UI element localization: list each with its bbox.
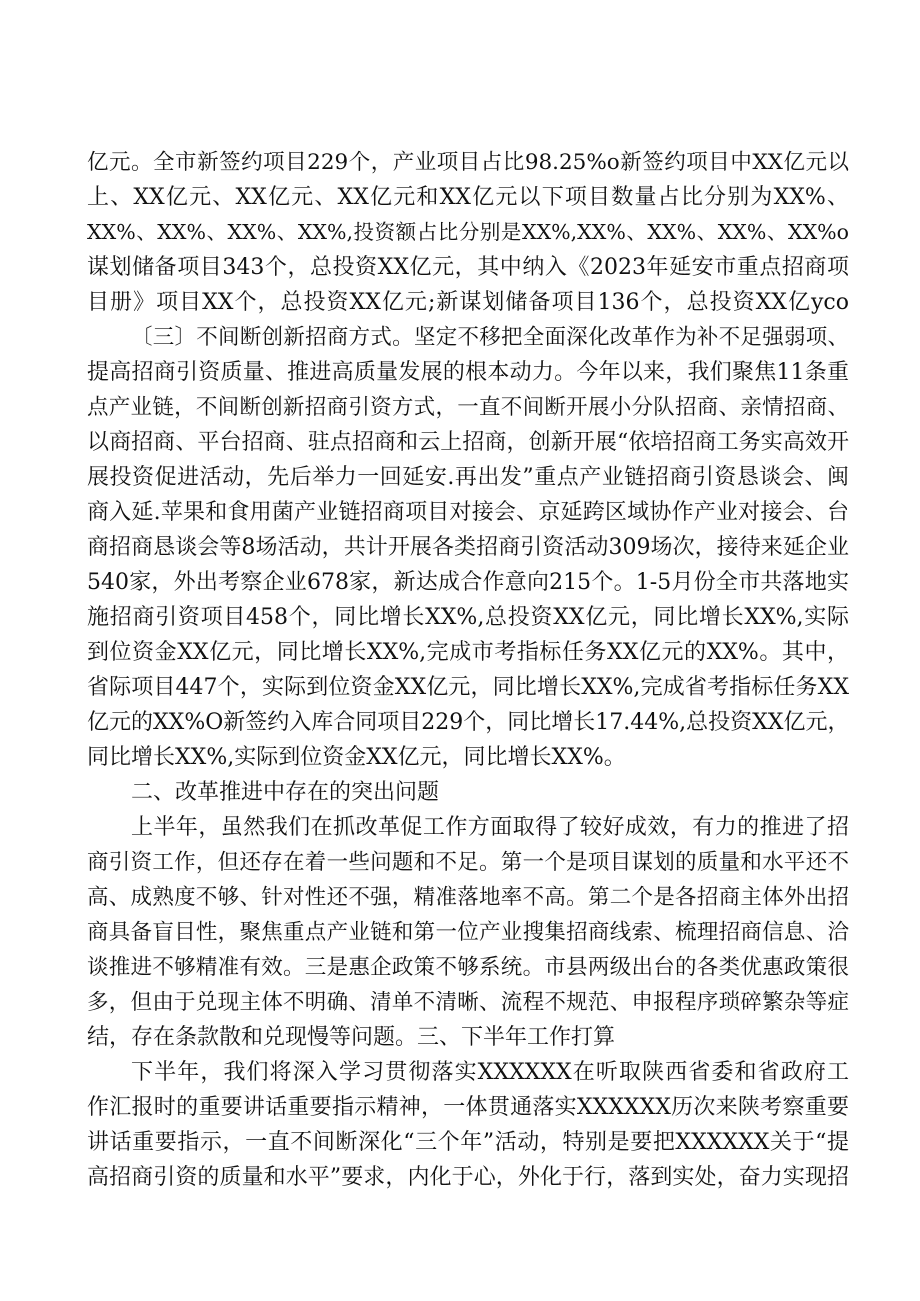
text-line: 作汇报时的重要讲话重要指示精神，一体贯通落实XXXXXX历次来陕考察重要 bbox=[87, 1095, 849, 1120]
text-line: 商具备盲目性，聚焦重点产业链和第一位产业搜集招商线索、梳理招商信息、洽 bbox=[87, 920, 849, 945]
text-line: 〔三〕不间断创新招商方式。坚定不移把全面深化改革作为补不足强弱项、 bbox=[131, 325, 849, 350]
text-line: 多，但由于兑现主体不明确、清单不清晰、流程不规范、申报程序琐碎繁杂等症 bbox=[87, 990, 849, 1015]
text-line: 商引资工作，但还存在着一些问题和不足。第一个是项目谋划的质量和水平还不 bbox=[87, 850, 849, 875]
text-line: 上半年，虽然我们在抓改革促工作方面取得了较好成效，有力的推进了招 bbox=[131, 815, 849, 840]
text-line: 展投资促进活动，先后举力一回延安.再出发”重点产业链招商引资恳谈会、闽 bbox=[87, 465, 849, 490]
text-line: 亿元的XX%O新签约入库合同项目229个，同比增长17.44%,总投资XX亿元， bbox=[87, 710, 850, 735]
text-line: 谈推进不够精准有效。三是惠企政策不够系统。市县两级出台的各类优惠政策很 bbox=[87, 955, 849, 980]
paragraph-innovation-methods bbox=[87, 320, 849, 775]
text-line: 以商招商、平台招商、驻点招商和云上招商，创新开展“依培招商工务实高效开 bbox=[87, 430, 849, 455]
text-line: 下半年，我们将深入学习贯彻落实XXXXXX在听取陕西省委和省政府工 bbox=[131, 1060, 849, 1085]
paragraph-problems bbox=[87, 810, 849, 1055]
text-line: 目册》项目XX个，总投资XX亿元;新谋划储备项目136个，总投资XX亿yco bbox=[87, 290, 849, 315]
text-line: 点产业链，不间断创新招商引资方式，一直不间断开展小分队招商、亲情招商、 bbox=[87, 395, 849, 420]
text-line: 上、XX亿元、XX亿元、XX亿元和XX亿元以下项目数量占比分别为XX%、 bbox=[87, 185, 849, 210]
text-line: 到位资金XX亿元，同比增长XX%,完成市考指标任务XX亿元的XX%。其中， bbox=[87, 640, 849, 665]
text-line: 提高招商引资质量、推进高质量发展的根本动力。今年以来，我们聚焦11条重 bbox=[87, 360, 849, 385]
text-line: 540家，外出考察企业678家，新达成合作意向215个。1-5月份全市共落地实 bbox=[87, 570, 849, 595]
heading-text: 二、改革推进中存在的突出问题 bbox=[131, 780, 440, 805]
text-line: 同比增长XX%,实际到位资金XX亿元，同比增长XX%。 bbox=[87, 745, 626, 770]
text-line: 施招商引资项目458个，同比增长XX%,总投资XX亿元，同比增长XX%,实际 bbox=[87, 605, 849, 630]
text-line: 谋划储备项目343个，总投资XX亿元，其中纳入《2023年延安市重点招商项 bbox=[87, 255, 849, 280]
paragraph-second-half-plan bbox=[87, 1055, 849, 1195]
text-line: 商招商恳谈会等8场活动，共计开展各类招商引资活动309场次，接待来延企业 bbox=[87, 535, 849, 560]
text-line: XX%、XX%、XX%、XX%,投资额占比分别是XX%,XX%、XX%、XX%、XX%o bbox=[87, 220, 849, 244]
text-line: 商入延.苹果和食用菌产业链招商项目对接会、京延跨区域协作产业对接会、台 bbox=[87, 500, 849, 525]
document-page bbox=[87, 145, 849, 1195]
section-heading-problems bbox=[87, 775, 849, 810]
text-line: 亿元。全市新签约项目229个，产业项目占比98.25%o新签约项目中XX亿元以 bbox=[87, 150, 849, 175]
text-line: 讲话重要指示，一直不间断深化“三个年”活动，特别是要把XXXXXX关于“提 bbox=[87, 1130, 849, 1155]
text-line: 结，存在条款散和兑现慢等问题。三、下半年工作打算 bbox=[87, 1025, 616, 1050]
paragraph-investment-summary bbox=[87, 145, 849, 320]
text-line: 高、成熟度不够、针对性还不强，精准落地率不高。第二个是各招商主体外出招 bbox=[87, 885, 849, 910]
text-line: 高招商引资的质量和水平”要求，内化于心，外化于行，落到实处，奋力实现招 bbox=[87, 1165, 849, 1190]
text-line: 省际项目447个，实际到位资金XX亿元，同比增长XX%,完成省考指标任务XX bbox=[87, 675, 849, 700]
